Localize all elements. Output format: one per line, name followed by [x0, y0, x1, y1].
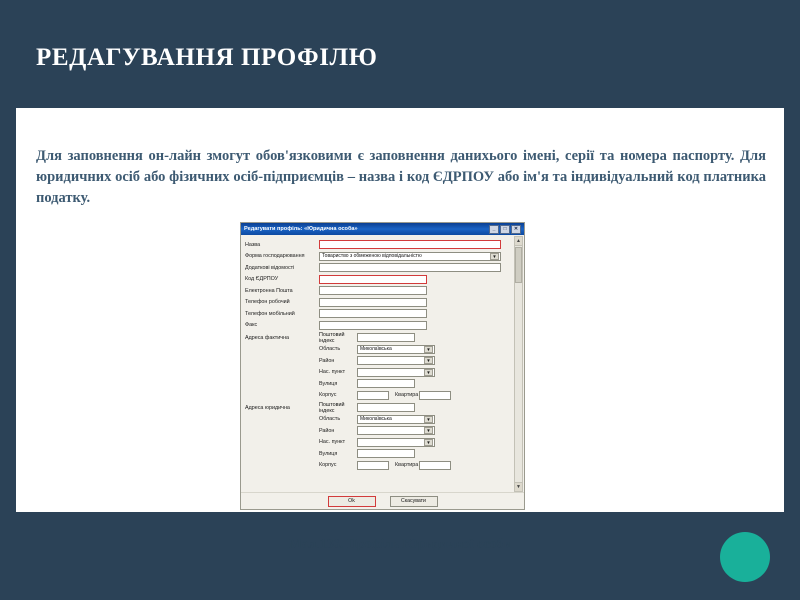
label-legal-building: Корпус — [319, 462, 337, 469]
input-email[interactable] — [319, 286, 427, 295]
chevron-down-icon[interactable]: ▼ — [424, 369, 433, 376]
combo-legal-oblast[interactable] — [357, 415, 435, 424]
input-fact-index[interactable] — [357, 333, 415, 342]
label-address-fact: Адреса фактична — [245, 334, 290, 341]
combo-legal-oblast-value: Миколаївська — [360, 416, 392, 423]
vertical-scrollbar[interactable] — [514, 236, 523, 492]
label-fact-street: Вулиця — [319, 380, 338, 387]
accent-circle-icon — [720, 532, 770, 582]
combo-fact-oblast-value: Миколаївська — [360, 346, 392, 353]
label-legal-index: Поштовий індекс — [319, 401, 345, 414]
input-fact-apartment[interactable] — [419, 391, 451, 400]
close-icon[interactable]: ✕ — [511, 225, 521, 234]
address-fact-group — [245, 332, 510, 401]
address-legal-street-row — [245, 448, 510, 460]
combo-fact-settlement[interactable] — [357, 368, 435, 377]
chevron-down-icon[interactable]: ▼ — [424, 427, 433, 434]
field-row-dodatkovi — [245, 262, 510, 274]
address-fact-oblast-row — [245, 344, 510, 356]
combo-fact-raion[interactable] — [357, 356, 435, 365]
figure-caption: Мал.136. Профіль Юридичної особи — [289, 536, 511, 551]
field-row-nazva — [245, 239, 510, 251]
address-fact-settlement-row — [245, 367, 510, 379]
field-row-email — [245, 285, 510, 297]
label-fact-raion: Район — [319, 357, 335, 364]
chevron-down-icon[interactable]: ▼ — [424, 346, 433, 353]
address-legal-settlement-row — [245, 437, 510, 449]
minimize-icon[interactable]: _ — [489, 225, 499, 234]
label-fact-apartment: Квартира — [395, 392, 419, 399]
scroll-thumb[interactable] — [515, 247, 522, 283]
chevron-down-icon[interactable]: ▼ — [490, 253, 499, 260]
input-fax[interactable] — [319, 321, 427, 330]
label-fact-index: Поштовий індекс — [319, 331, 345, 344]
input-phone-mobile[interactable] — [319, 309, 427, 318]
input-legal-apartment[interactable] — [419, 461, 451, 470]
slide-left-stripe — [0, 0, 16, 600]
label-legal-apartment: Квартира — [395, 462, 419, 469]
combo-forma-value: Товариство з обмеженою відповідальністю — [322, 253, 422, 260]
label-legal-raion: Район — [319, 427, 335, 434]
field-row-forma — [245, 251, 510, 263]
label-phone-work: Телефон робочий — [245, 299, 290, 306]
address-legal-building-row — [245, 460, 510, 472]
label-nazva: Назва — [245, 241, 261, 248]
dialog-footer — [241, 492, 524, 509]
maximize-icon[interactable]: □ — [500, 225, 510, 234]
combo-forma[interactable] — [319, 252, 501, 261]
label-address-legal: Адреса юридична — [245, 404, 290, 411]
embedded-screenshot — [240, 222, 525, 510]
field-row-fax — [245, 320, 510, 332]
address-legal-group — [245, 402, 510, 471]
input-legal-street[interactable] — [357, 449, 415, 458]
slide-right-stripe — [784, 0, 800, 600]
input-legal-building[interactable] — [357, 461, 389, 470]
field-row-phone-work — [245, 297, 510, 309]
label-edrpou: Код ЄДРПОУ — [245, 276, 279, 283]
label-email: Електронна Пошта — [245, 287, 293, 294]
cancel-button[interactable]: Скасувати — [390, 496, 438, 507]
body-paragraph: Для заповнення он-лайн змогут обов'язковими є заповнення данихього імені, серії та номера паспорту. Для юридичних осіб або фізичних осіб-підприємців – назва і код ЄДРПОУ або ім'я та індивідуальний код платника податку. — [36, 148, 766, 207]
label-legal-oblast: Область — [319, 416, 341, 423]
field-row-phone-mobile — [245, 308, 510, 320]
address-legal-first-row — [245, 402, 510, 414]
label-dodatkovi: Додаткові відомості — [245, 264, 295, 271]
address-fact-raion-row — [245, 355, 510, 367]
slide-bottom-band — [0, 512, 800, 600]
field-panel — [245, 239, 510, 471]
address-fact-building-row — [245, 390, 510, 402]
address-legal-raion-row — [245, 425, 510, 437]
combo-legal-raion[interactable] — [357, 426, 435, 435]
combo-fact-oblast[interactable] — [357, 345, 435, 354]
label-legal-settlement: Нас. пункт — [319, 439, 346, 446]
titlebar-buttons — [489, 225, 521, 234]
input-phone-work[interactable] — [319, 298, 427, 307]
chevron-down-icon[interactable]: ▼ — [424, 416, 433, 423]
dialog-body — [241, 235, 524, 510]
address-legal-oblast-row — [245, 414, 510, 426]
combo-legal-settlement[interactable] — [357, 438, 435, 447]
label-fax: Факс — [245, 322, 258, 329]
label-fact-building: Корпус — [319, 392, 337, 399]
label-fact-oblast: Область — [319, 346, 341, 353]
dialog-titlebar — [241, 223, 524, 235]
chevron-down-icon[interactable]: ▼ — [424, 439, 433, 446]
label-phone-mobile: Телефон мобільний — [245, 310, 295, 317]
chevron-down-icon[interactable]: ▼ — [424, 357, 433, 364]
address-fact-first-row — [245, 332, 510, 344]
scroll-up-icon[interactable]: ▲ — [516, 238, 521, 244]
dialog-title: Редагувати профіль: «Юридична особа» — [244, 226, 358, 232]
input-dodatkovi[interactable] — [319, 263, 501, 272]
input-nazva[interactable] — [319, 240, 501, 249]
ok-button[interactable]: Ok — [328, 496, 376, 507]
address-fact-street-row — [245, 378, 510, 390]
label-legal-street: Вулиця — [319, 450, 338, 457]
input-fact-building[interactable] — [357, 391, 389, 400]
scroll-down-icon[interactable]: ▼ — [516, 484, 521, 490]
field-row-edrpou — [245, 274, 510, 286]
label-fact-settlement: Нас. пункт — [319, 369, 346, 376]
page-title: РЕДАГУВАННЯ ПРОФІЛЮ — [36, 44, 378, 71]
label-forma: Форма господарювання — [245, 253, 305, 260]
input-legal-index[interactable] — [357, 403, 415, 412]
input-edrpou[interactable] — [319, 275, 427, 284]
input-fact-street[interactable] — [357, 379, 415, 388]
